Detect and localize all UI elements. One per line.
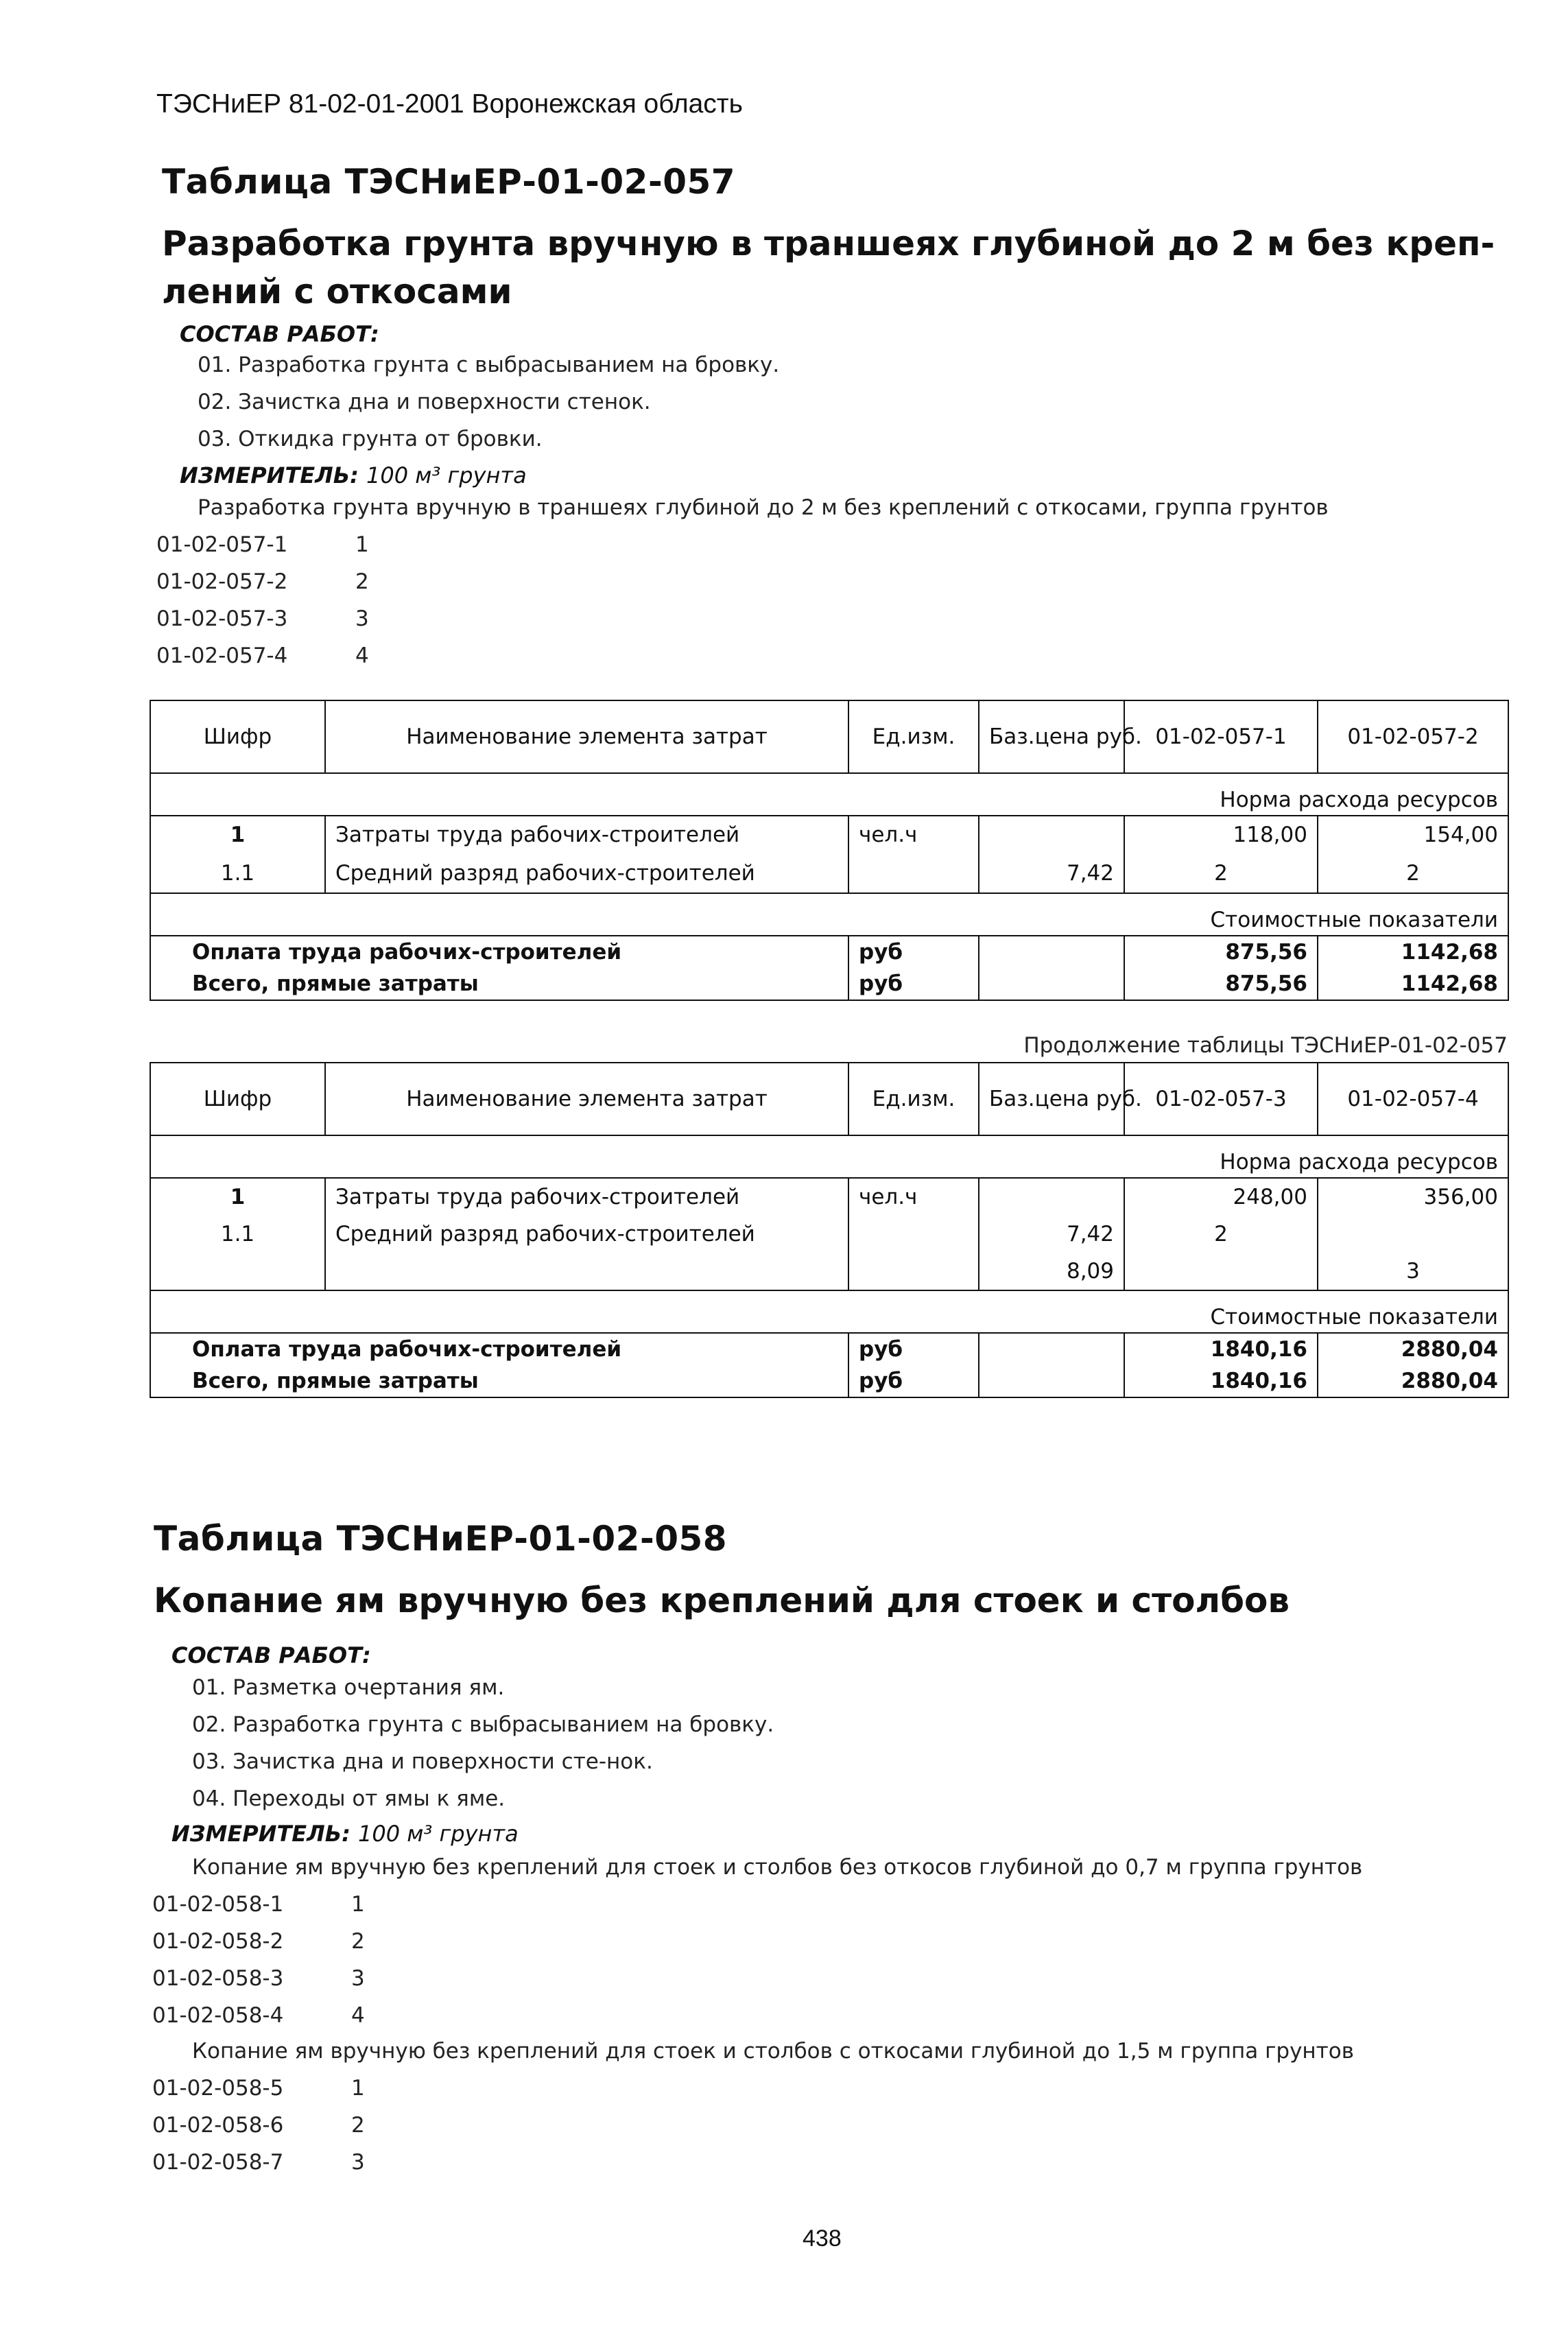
soil-group: 1	[351, 2076, 365, 2101]
code-row	[152, 1929, 365, 1954]
total-unit: руб	[848, 1333, 979, 1365]
total-value: 1840,16	[1124, 1333, 1318, 1365]
soil-group: 3	[351, 1966, 365, 1991]
cell-name	[325, 1253, 848, 1290]
cell-unit	[848, 1253, 979, 1290]
code-row	[152, 2076, 365, 2101]
caption-row	[150, 773, 1508, 816]
work-step: 03. Откидка грунта от бровки.	[198, 427, 543, 451]
total-name: Оплата труда рабочих-строителей	[150, 936, 848, 968]
work-step: 02. Зачистка дна и поверхности стенок.	[198, 390, 651, 414]
total-value: 875,56	[1124, 936, 1318, 968]
code: 01-02-057-2	[156, 569, 288, 594]
header-cell: 01-02-057-3	[1124, 1063, 1318, 1135]
measure-line	[180, 462, 527, 488]
resource-table	[150, 700, 1509, 1001]
code-row	[156, 569, 369, 594]
subtitle: Копание ям вручную без креплений для стоек и столбов с откосами глубиной до 1,5 м группа грунтов	[192, 2039, 1354, 2064]
header-cell: Баз.цена руб.	[979, 1063, 1124, 1135]
table-row	[150, 853, 1508, 893]
cell-code: 1	[150, 1178, 325, 1216]
measure-line	[171, 1821, 519, 1847]
cost-caption: Стоимостные показатели	[150, 1290, 1508, 1333]
total-base-price	[979, 968, 1124, 1000]
total-value: 2880,04	[1318, 1365, 1508, 1397]
total-row	[150, 936, 1508, 968]
resource-table-continued	[150, 1062, 1509, 1398]
cell-value: 2	[1318, 853, 1508, 893]
cell-base-price	[979, 816, 1124, 853]
work-step: 02. Разработка грунта с выбрасыванием на бровку.	[192, 1712, 774, 1737]
code-row	[152, 1892, 365, 1917]
total-value: 875,56	[1124, 968, 1318, 1000]
composition-label: СОСТАВ РАБОТ:	[171, 1642, 371, 1668]
header-cell: Наименование элемента затрат	[325, 700, 848, 773]
cell-base-price: 8,09	[979, 1253, 1124, 1290]
table-label: Таблица ТЭСНиЕР-01-02-058	[154, 1519, 728, 1559]
soil-group: 4	[355, 643, 369, 668]
norm-caption: Норма расхода ресурсов	[150, 1135, 1508, 1178]
table-row	[150, 1178, 1508, 1216]
soil-group: 3	[355, 606, 369, 631]
cell-base-price: 7,42	[979, 853, 1124, 893]
code-row	[152, 2150, 365, 2175]
total-name: Оплата труда рабочих-строителей	[150, 1333, 848, 1365]
code: 01-02-058-4	[152, 2003, 284, 2028]
code: 01-02-057-4	[156, 643, 288, 668]
total-unit: руб	[848, 936, 979, 968]
total-value: 1142,68	[1318, 968, 1508, 1000]
total-name: Всего, прямые затраты	[150, 1365, 848, 1397]
work-step: 03. Зачистка дна и поверхности сте-нок.	[192, 1749, 653, 1774]
code: 01-02-058-2	[152, 1929, 284, 1954]
soil-group: 2	[351, 1929, 365, 1954]
subtitle: Копание ям вручную без креплений для стоек и столбов без откосов глубиной до 0,7 м группа грунтов	[192, 1855, 1363, 1880]
cell-value: 2	[1124, 1216, 1318, 1253]
total-row	[150, 968, 1508, 1000]
table-row	[150, 1216, 1508, 1253]
header-cell: 01-02-057-4	[1318, 1063, 1508, 1135]
total-row	[150, 1333, 1508, 1365]
page-number: 438	[803, 2225, 842, 2252]
header-cell: 01-02-057-1	[1124, 700, 1318, 773]
code-row	[156, 643, 369, 668]
cell-value: 248,00	[1124, 1178, 1318, 1216]
code-row	[156, 606, 369, 631]
cell-code	[150, 1253, 325, 1290]
cell-name: Затраты труда рабочих-строителей	[325, 1178, 848, 1216]
total-base-price	[979, 1333, 1124, 1365]
table-label: Таблица ТЭСНиЕР-01-02-057	[162, 162, 736, 202]
page-header: ТЭСНиЕР 81-02-01-2001 Воронежская область	[156, 89, 743, 119]
cell-value	[1124, 1253, 1318, 1290]
caption-row	[150, 1135, 1508, 1178]
measure-value: 100 м³ грунта	[358, 1821, 519, 1847]
norm-caption: Норма расхода ресурсов	[150, 773, 1508, 816]
subtitle: Разработка грунта вручную в траншеях глубиной до 2 м без креплений с откосами, группа грунтов	[198, 495, 1329, 520]
table-header-row	[150, 700, 1508, 773]
table-row	[150, 816, 1508, 853]
cell-unit	[848, 853, 979, 893]
measure-label: ИЗМЕРИТЕЛЬ:	[180, 462, 359, 488]
work-step: 04. Переходы от ямы к яме.	[192, 1786, 506, 1811]
soil-group: 2	[355, 569, 369, 594]
cell-value: 3	[1318, 1253, 1508, 1290]
header-cell: Наименование элемента затрат	[325, 1063, 848, 1135]
cell-value	[1318, 1216, 1508, 1253]
cell-value: 154,00	[1318, 816, 1508, 853]
header-cell: Баз.цена руб.	[979, 700, 1124, 773]
measure-label: ИЗМЕРИТЕЛЬ:	[171, 1821, 351, 1847]
code-row	[152, 2113, 365, 2138]
continuation-caption: Продолжение таблицы ТЭСНиЕР-01-02-057	[1023, 1033, 1508, 1058]
code: 01-02-057-1	[156, 532, 288, 557]
composition-label: СОСТАВ РАБОТ:	[180, 321, 379, 347]
header-cell: Шифр	[150, 700, 325, 773]
total-value: 2880,04	[1318, 1333, 1508, 1365]
cell-value: 356,00	[1318, 1178, 1508, 1216]
cell-name: Затраты труда рабочих-строителей	[325, 816, 848, 853]
header-cell: Шифр	[150, 1063, 325, 1135]
soil-group: 3	[351, 2150, 365, 2175]
cell-unit	[848, 1216, 979, 1253]
cell-unit: чел.ч	[848, 816, 979, 853]
cell-base-price	[979, 1178, 1124, 1216]
code: 01-02-057-3	[156, 606, 288, 631]
total-base-price	[979, 936, 1124, 968]
total-value: 1840,16	[1124, 1365, 1318, 1397]
code: 01-02-058-6	[152, 2113, 284, 2138]
code: 01-02-058-1	[152, 1892, 284, 1917]
total-value: 1142,68	[1318, 936, 1508, 968]
section-title: Разработка грунта вручную в траншеях глубиной до 2 м без креп-лений с откосами	[162, 224, 1495, 311]
cell-name: Средний разряд рабочих-строителей	[325, 1216, 848, 1253]
cost-caption: Стоимостные показатели	[150, 893, 1508, 936]
work-step: 01. Разработка грунта с выбрасыванием на бровку.	[198, 353, 780, 377]
soil-group: 4	[351, 2003, 365, 2028]
caption-row	[150, 893, 1508, 936]
caption-row	[150, 1290, 1508, 1333]
measure-value: 100 м³ грунта	[366, 462, 527, 488]
cell-base-price: 7,42	[979, 1216, 1124, 1253]
table-row	[150, 1253, 1508, 1290]
total-row	[150, 1365, 1508, 1397]
code-row	[152, 2003, 365, 2028]
cell-code: 1.1	[150, 1216, 325, 1253]
total-unit: руб	[848, 968, 979, 1000]
code: 01-02-058-7	[152, 2150, 284, 2175]
work-step: 01. Разметка очертания ям.	[192, 1675, 505, 1700]
total-unit: руб	[848, 1365, 979, 1397]
code-row	[152, 1966, 365, 1991]
soil-group: 1	[355, 532, 369, 557]
soil-group: 2	[351, 2113, 365, 2138]
header-cell: Ед.изм.	[848, 700, 979, 773]
cell-code: 1	[150, 816, 325, 853]
soil-group: 1	[351, 1892, 365, 1917]
code: 01-02-058-5	[152, 2076, 284, 2101]
total-name: Всего, прямые затраты	[150, 968, 848, 1000]
cell-value: 2	[1124, 853, 1318, 893]
header-cell: Ед.изм.	[848, 1063, 979, 1135]
cell-code: 1.1	[150, 853, 325, 893]
code-row	[156, 532, 369, 557]
cell-name: Средний разряд рабочих-строителей	[325, 853, 848, 893]
header-cell: 01-02-057-2	[1318, 700, 1508, 773]
total-base-price	[979, 1365, 1124, 1397]
cell-value: 118,00	[1124, 816, 1318, 853]
code: 01-02-058-3	[152, 1966, 284, 1991]
cell-unit: чел.ч	[848, 1178, 979, 1216]
table-header-row	[150, 1063, 1508, 1135]
section-title: Копание ям вручную без креплений для стоек и столбов	[154, 1581, 1290, 1620]
